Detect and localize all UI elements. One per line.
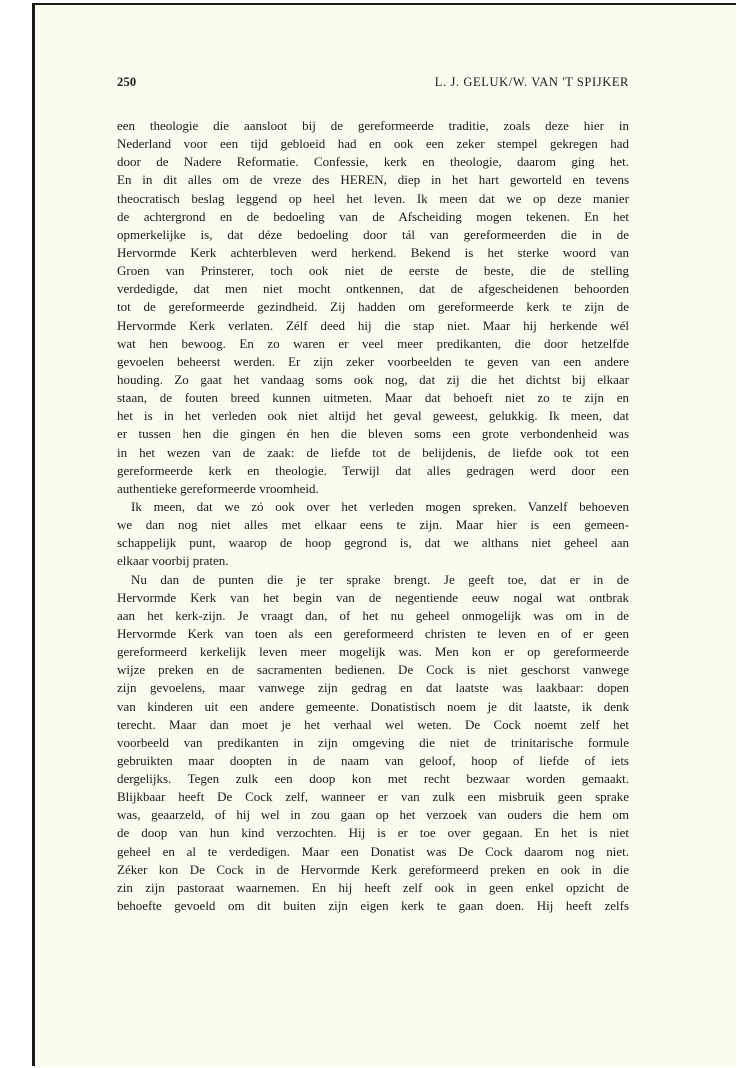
text-line: elkaar voorbij praten. xyxy=(117,553,229,569)
text-line: dergelijks. Tegen zulk een doop kon met recht bezwaar worden gemaakt. xyxy=(117,771,629,787)
text-line: Zéker kon De Cock in de Hervormde Kerk gereformeerd preken en ook in die xyxy=(117,861,629,877)
text-line: het is in het verleden ook niet altijd het geval geweest, gelukkig. Ik meen, dat xyxy=(117,408,629,424)
text-line: theocratisch beslag leggend op heel het leven. Ik meen dat we op deze manier xyxy=(117,190,629,206)
text-line: voorbeeld van predikanten in zijn omgeving die niet de trinitarische formule xyxy=(117,734,629,750)
text-line: gebruikten maar doopten in de naam van geloof, hoop of liefde of iets xyxy=(117,752,629,768)
text-line: gereformeerde kerk en theologie. Terwijl dat alles gedragen werd door een xyxy=(117,462,629,478)
text-line: door de Nadere Reformatie. Confessie, kerk en theologie, daarom ging het. xyxy=(117,154,629,170)
text-line: gevoelen beheerst werden. Er zijn zeker voorbeelden te geven van een andere xyxy=(117,353,629,369)
text-line: de doop van hun kind verzochten. Hij is er toe over gegaan. En het is niet xyxy=(117,825,629,841)
text-line: Nederland voor een tijd gebloeid had en ook een zeker stempel gekregen had xyxy=(117,136,629,152)
text-line: tot de gereformeerde gezindheid. Zij hadden om gereformeerde kerk te zijn de xyxy=(117,299,629,315)
page-number: 250 xyxy=(117,75,137,89)
text-line: Groen van Prinsterer, toch ook niet de eerste de beste, die de stelling xyxy=(117,263,629,279)
text-line: van kinderen uit een andere gemeente. Donatistisch noem je dit laatste, ik denk xyxy=(117,698,629,714)
text-line: wat hen bewoog. En zo waren er veel meer predikanten, die door hetzelfde xyxy=(117,335,629,351)
text-line: Hervormde Kerk van het begin van de negentiende eeuw nogal wat ontbrak xyxy=(117,589,629,605)
text-line: aan het kerk-zijn. Je vraagt dan, of het nu geheel onmogelijk was om in de xyxy=(117,607,629,623)
body-text xyxy=(117,117,629,915)
text-line: behoefte gevoeld om dit buiten zijn eigen kerk te gaan doen. Hij heeft zelfs xyxy=(117,898,629,914)
text-line: terecht. Maar dan moet je het verhaal wel weten. De Cock noemt zelf het xyxy=(117,716,629,732)
page-header xyxy=(117,75,629,95)
text-line: er tussen hen die gingen én hen die bleven soms een grote verbondenheid was xyxy=(117,426,629,442)
text-line: verdedigde, dat men niet mocht ontkennen, dat de afgescheidenen behoorden xyxy=(117,281,629,297)
text-line: Hervormde Kerk van toen als een gereformeerd christen te leven en of er geen xyxy=(117,625,629,641)
text-line: opmerkelijke is, dat déze bedoeling door tál van gereformeerden die in de xyxy=(117,226,629,242)
text-line: in het wezen van de zaak: de liefde tot de belijdenis, de liefde ook tot een xyxy=(117,444,629,460)
text-line: zin zijn pastoraat waarnemen. En hij heeft zelf ook in geen enkel opzicht de xyxy=(117,879,629,895)
text-line: Nu dan de punten die je ter sprake brengt. Je geeft toe, dat er in de xyxy=(131,571,629,587)
text-line: authentieke gereformeerde vroomheid. xyxy=(117,480,319,496)
text-line: staan, de fouten breed kunnen uitmeten. Maar dat behoeft niet zo te zijn en xyxy=(117,390,629,406)
text-line: we dan nog niet alles met elkaar eens te zijn. Maar hier is een gemeen- xyxy=(117,517,629,533)
text-line: schappelijk punt, waarop de hoop gegrond is, dat we althans niet geheel aan xyxy=(117,535,629,551)
text-line: een theologie die aansloot bij de gereformeerde traditie, zoals deze hier in xyxy=(117,118,629,133)
text-line: gereformeerd kerkelijk leven meer mogelijk was. Men kon er op gereformeerde xyxy=(117,644,629,660)
text-line: geheel en al te verdedigen. Maar een Donatist was De Cock daarom nog niet. xyxy=(117,843,629,859)
paragraph xyxy=(117,498,629,571)
text-line: de achtergrond en de bedoeling van de Afscheiding mogen tekenen. En het xyxy=(117,208,629,224)
text-line: wijze preken en de sacramenten bedienen. De Cock is niet geschorst vanwege xyxy=(117,662,629,678)
running-head: L. J. GELUK/W. VAN 'T SPIJKER xyxy=(434,75,629,89)
paragraph xyxy=(117,571,629,916)
text-line: was, geaarzeld, of hij wel in zou gaan op het verzoek van ouders die hem om xyxy=(117,807,629,823)
text-line: Blijkbaar heeft De Cock zelf, wanneer er van zulk een misbruik geen sprake xyxy=(117,789,629,805)
text-line: houding. Zo gaat het vandaag soms ook nog, dat zij die het dichtst bij elkaar xyxy=(117,371,629,387)
text-line: Hervormde Kerk achterbleven werd herkend. Bekend is het sterke woord van xyxy=(117,244,629,260)
text-line: Ik meen, dat we zó ook over het verleden mogen spreken. Vanzelf behoeven xyxy=(131,498,629,514)
text-line: zijn gevoelens, maar vanwege zijn gedrag en dat laatste was laakbaar: dopen xyxy=(117,680,629,696)
text-line: Hervormde Kerk verlaten. Zélf deed hij die stap niet. Maar hij herkende wél xyxy=(117,317,629,333)
text-line: En in dit alles om de vreze des HEREN, diep in het hart geworteld en tevens xyxy=(117,172,629,188)
paragraph xyxy=(117,117,629,498)
